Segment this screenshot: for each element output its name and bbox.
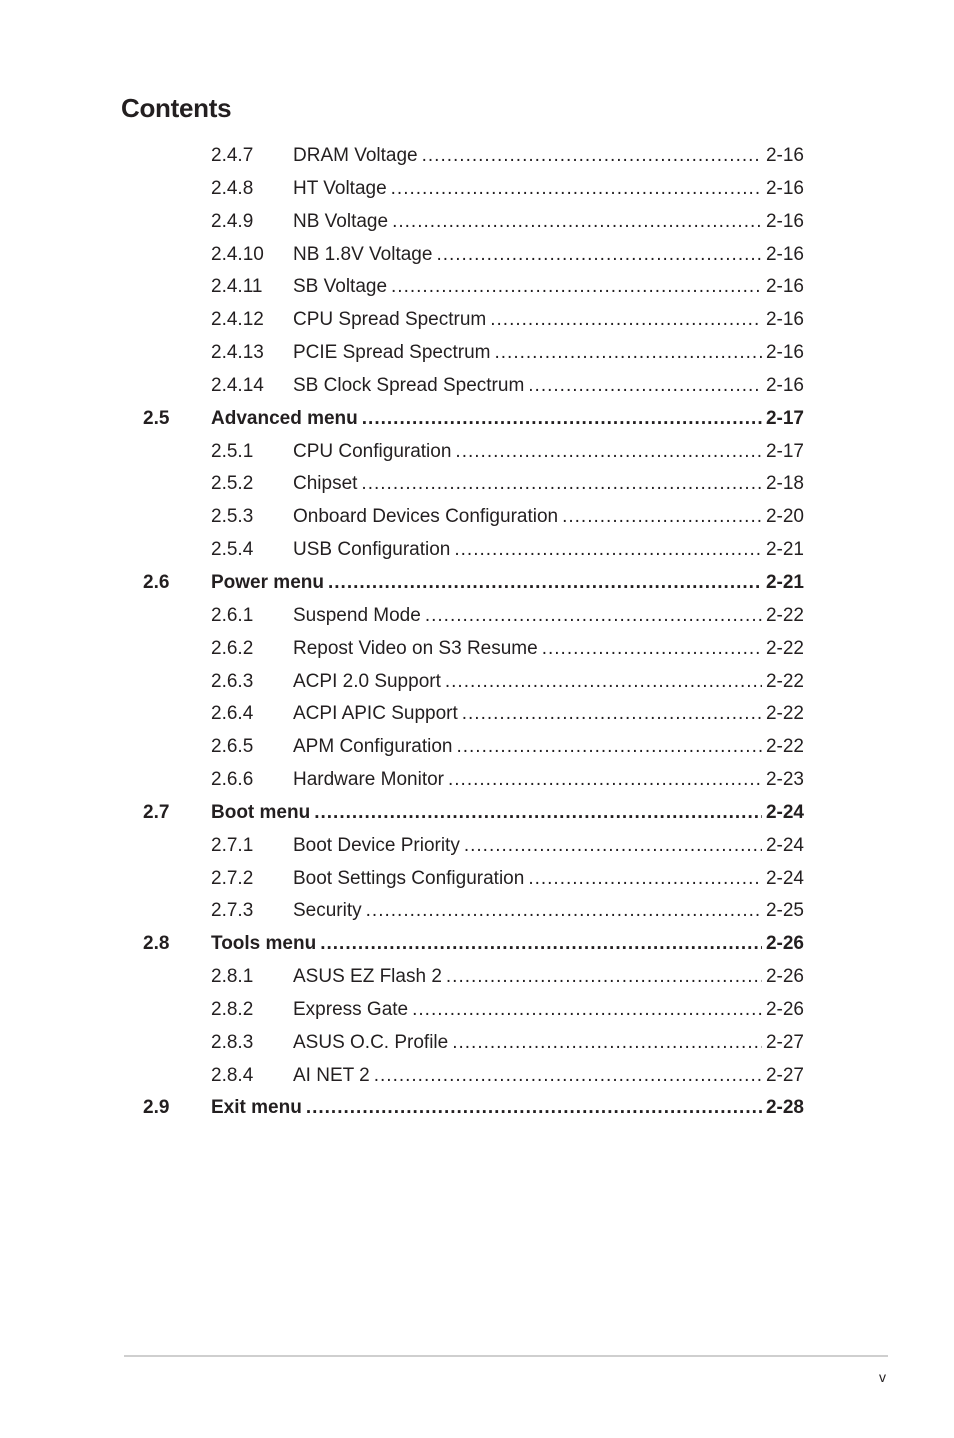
toc-subsection-entry[interactable] [0,731,954,764]
toc-entry-page: 2-27 [765,1031,804,1053]
toc-entry-number: 2.5 [143,407,170,429]
toc-entry-line [293,863,804,896]
toc-entry-page: 2-26 [765,998,804,1020]
toc-entry-line [293,370,804,403]
toc-entry-page: 2-16 [765,309,804,331]
toc-entry-line [293,173,804,206]
toc-subsection-entry[interactable] [0,370,954,403]
toc-subsection-entry[interactable] [0,863,954,896]
toc-entry-title: SB Clock Spread Spectrum [293,374,525,396]
toc-entry-number: 2.7.3 [211,900,254,922]
toc-entry-number: 2.8.1 [211,966,254,988]
toc-entry-page: 2-18 [765,473,804,495]
toc-entry-number: 2.6.4 [211,703,254,725]
toc-entry-page: 2-22 [765,736,804,758]
toc-entry-title: ACPI 2.0 Support [293,670,441,692]
toc-subsection-entry[interactable] [0,271,954,304]
dot-leader [456,731,762,764]
toc-entry-number: 2.8 [143,933,170,955]
footer-divider [124,1355,888,1357]
toc-entry-number: 2.4.8 [211,177,254,199]
toc-entry-number: 2.5.4 [211,539,254,561]
toc-subsection-entry[interactable] [0,764,954,797]
toc-subsection-entry[interactable] [0,961,954,994]
dot-leader [464,830,762,863]
toc-entry-page: 2-24 [765,801,804,823]
toc-entry-line [293,600,804,633]
toc-subsection-entry[interactable] [0,1027,954,1060]
toc-entry-line [211,403,804,436]
dot-leader [562,501,762,534]
toc-entry-number: 2.6.3 [211,670,254,692]
toc-entry-line [293,698,804,731]
toc-subsection-entry[interactable] [0,501,954,534]
toc-section-entry[interactable] [0,928,954,961]
dot-leader [528,370,762,403]
toc-entry-line [211,797,804,830]
toc-subsection-entry[interactable] [0,633,954,666]
toc-entry-line [211,1092,804,1125]
toc-entry-page: 2-21 [765,539,804,561]
dot-leader [361,468,762,501]
toc-entry-title: CPU Spread Spectrum [293,309,487,331]
dot-leader [314,797,762,830]
toc-entry-title: PCIE Spread Spectrum [293,342,491,364]
toc-subsection-entry[interactable] [0,666,954,699]
toc-entry-number: 2.5.2 [211,473,254,495]
toc-entry-title: HT Voltage [293,177,387,199]
toc-subsection-entry[interactable] [0,534,954,567]
toc-entry-number: 2.4.9 [211,210,254,232]
toc-entry-number: 2.7 [143,801,170,823]
toc-entry-number: 2.6.2 [211,637,254,659]
toc-entry-title: NB Voltage [293,210,389,232]
dot-leader [462,698,762,731]
dot-leader [362,403,762,436]
toc-entry-title: ASUS O.C. Profile [293,1031,449,1053]
toc-entry-line [293,436,804,469]
page-title: Contents [121,93,232,123]
toc-subsection-entry[interactable] [0,830,954,863]
toc-entry-line [293,895,804,928]
dot-leader [366,895,762,928]
toc-entry-title: Security [293,900,362,922]
toc-subsection-entry[interactable] [0,206,954,239]
toc-entry-title: Tools menu [211,933,317,955]
toc-entry-number: 2.5.3 [211,506,254,528]
toc-subsection-entry[interactable] [0,140,954,173]
dot-leader [455,436,762,469]
dot-leader [452,1027,762,1060]
toc-entry-line [293,764,804,797]
toc-entry-line [293,534,804,567]
toc-section-entry[interactable] [0,403,954,436]
toc-subsection-entry[interactable] [0,994,954,1027]
toc-entry-title: Hardware Monitor [293,769,444,791]
toc-subsection-entry[interactable] [0,1060,954,1093]
dot-leader [412,994,762,1027]
toc-entry-page: 2-22 [765,703,804,725]
toc-entry-page: 2-16 [765,145,804,166]
dot-leader [374,1060,762,1093]
toc-entry-number: 2.4.13 [211,342,264,364]
toc-entry-line [293,337,804,370]
toc-entry-page: 2-20 [765,506,804,528]
toc-entry-number: 2.6.1 [211,604,254,626]
toc-subsection-entry[interactable] [0,337,954,370]
toc-entry-page: 2-24 [765,867,804,889]
toc-entry-title: Express Gate [293,998,409,1020]
toc-section-entry[interactable] [0,797,954,830]
toc-entry-line [293,140,804,173]
toc-entry-number: 2.4.14 [211,374,264,396]
dot-leader [454,534,762,567]
toc-entry-title: USB Configuration [293,539,451,561]
toc-entry-page: 2-28 [765,1097,804,1119]
toc-entry-line [293,731,804,764]
toc-entry-page: 2-16 [765,342,804,364]
dot-leader [391,271,762,304]
toc-entry-page: 2-23 [765,769,804,791]
toc-entry-title: Boot menu [211,801,311,823]
toc-entry-page: 2-16 [765,374,804,396]
toc-entry-number: 2.6 [143,571,170,593]
toc-entry-title: AI NET 2 [293,1064,370,1086]
dot-leader [528,863,762,896]
toc-entry-number: 2.8.2 [211,998,254,1020]
toc-entry-page: 2-16 [765,177,804,199]
toc-subsection-entry[interactable] [0,698,954,731]
toc-entry-line [293,633,804,666]
toc-entry-line [293,206,804,239]
toc-entry-page: 2-16 [765,243,804,265]
toc-entry-title: APM Configuration [293,736,453,758]
toc-subsection-entry[interactable] [0,895,954,928]
toc-entry-title: CPU Configuration [293,440,452,462]
dot-leader [542,633,762,666]
toc-entry-number: 2.7.1 [211,834,254,856]
toc-entry-title: Exit menu [211,1097,302,1119]
dot-leader [391,173,762,206]
toc-entry-number: 2.8.4 [211,1064,254,1086]
toc-subsection-entry[interactable] [0,468,954,501]
toc-entry-title: DRAM Voltage [293,145,418,166]
dot-leader [320,928,762,961]
toc-entry-line [293,994,804,1027]
toc-entry-page: 2-22 [765,670,804,692]
dot-leader [306,1092,762,1125]
dot-leader [448,764,762,797]
toc-entry-number: 2.4.7 [211,145,254,166]
toc-entry-title: Boot Settings Configuration [293,867,525,889]
toc-entry-line [211,567,804,600]
toc-entry-page: 2-17 [765,440,804,462]
toc-entry-number: 2.8.3 [211,1031,254,1053]
toc-entry-line [293,666,804,699]
toc-entry-line [211,928,804,961]
toc-entry-title: Onboard Devices Configuration [293,506,559,528]
toc-entry-title: Suspend Mode [293,604,421,626]
toc-entry-page: 2-21 [765,571,804,593]
toc-entry-line [293,271,804,304]
toc-section-entry[interactable] [0,567,954,600]
toc-entry-page: 2-26 [765,933,804,955]
toc-entry-number: 2.9 [143,1097,170,1119]
toc-subsection-entry[interactable] [0,436,954,469]
toc-entry-page: 2-16 [765,210,804,232]
toc-subsection-entry[interactable] [0,304,954,337]
toc-entry-title: Repost Video on S3 Resume [293,637,538,659]
dot-leader [445,666,762,699]
toc-entry-page: 2-16 [765,276,804,298]
toc-entry-page: 2-25 [765,900,804,922]
dot-leader [422,140,762,173]
toc-entry-title: ASUS EZ Flash 2 [293,966,442,988]
toc-entry-page: 2-22 [765,637,804,659]
toc-subsection-entry[interactable] [0,239,954,272]
dot-leader [436,239,762,272]
table-of-contents [0,140,954,1125]
toc-entry-line [293,1027,804,1060]
toc-entry-line [293,468,804,501]
toc-subsection-entry[interactable] [0,600,954,633]
dot-leader [425,600,762,633]
dot-leader [328,567,762,600]
toc-entry-page: 2-26 [765,966,804,988]
toc-entry-page: 2-27 [765,1064,804,1086]
toc-entry-title: Chipset [293,473,358,495]
page-number: v [879,1369,886,1385]
toc-entry-title: Boot Device Priority [293,834,460,856]
toc-entry-line [293,961,804,994]
dot-leader [392,206,762,239]
toc-entry-number: 2.4.11 [211,276,263,298]
toc-entry-title: ACPI APIC Support [293,703,458,725]
toc-entry-line [293,830,804,863]
dot-leader [490,304,762,337]
toc-entry-line [293,501,804,534]
toc-subsection-entry[interactable] [0,173,954,206]
toc-entry-number: 2.4.10 [211,243,264,265]
toc-entry-line [293,1060,804,1093]
toc-entry-page: 2-22 [765,604,804,626]
dot-leader [494,337,761,370]
toc-entry-number: 2.5.1 [211,440,254,462]
toc-entry-page: 2-24 [765,834,804,856]
toc-entry-number: 2.6.6 [211,769,254,791]
toc-entry-title: Advanced menu [211,407,358,429]
toc-entry-number: 2.4.12 [211,309,264,331]
toc-entry-number: 2.6.5 [211,736,254,758]
toc-entry-title: Power menu [211,571,324,593]
dot-leader [446,961,762,994]
toc-entry-title: SB Voltage [293,276,388,298]
toc-entry-page: 2-17 [765,407,804,429]
toc-entry-number: 2.7.2 [211,867,254,889]
toc-entry-line [293,239,804,272]
toc-entry-title: NB 1.8V Voltage [293,243,433,265]
toc-section-entry[interactable] [0,1092,954,1125]
toc-entry-line [293,304,804,337]
